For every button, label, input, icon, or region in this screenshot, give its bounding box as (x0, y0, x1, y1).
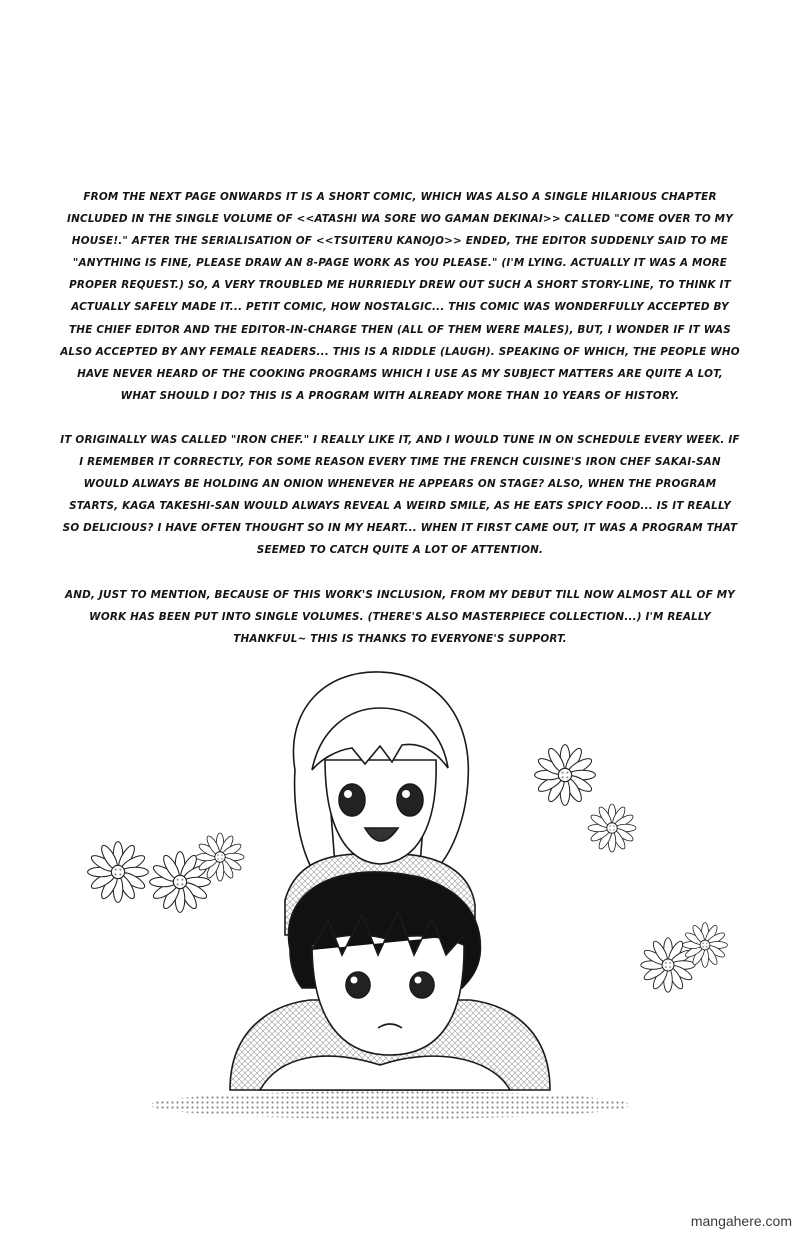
author-note (60, 186, 740, 672)
daisy-icon (150, 852, 211, 913)
daisy-icon (535, 745, 596, 806)
note-paragraph-3: AND, JUST TO MENTION, BECAUSE OF THIS WORK'S INCLUSION, FROM MY DEBUT TILL NOW ALMOST ALL OF MY WORK HAS BEEN PUT INTO SINGLE VOLUMES. (THERE'S ALSO MASTERPIECE COLLECTION...) I'M REALLY THANKFUL~ THIS IS THANKS TO EVERYONE'S SUPPORT. (65, 588, 735, 645)
illustration-girl-and-boy (80, 650, 740, 1130)
boy-figure (230, 872, 550, 1090)
note-paragraph-1: FROM THE NEXT PAGE ONWARDS IT IS A SHORT COMIC, WHICH WAS ALSO A SINGLE HILARIOUS CHAPTER INCLUDED IN THE SINGLE VOLUME OF <<ATASHI WA SORE WO GAMAN DEKINAI>> CALLED "COME OVER TO MY HOUSE!." AFTER THE SERIALISATION OF <<TSUITERU KANOJO>> ENDED, THE EDITOR SUDDENLY SAID TO ME "ANYTHING IS FINE, PLEASE DRAW AN 8-PAGE WORK AS YOU PLEASE." (I'M LYING. ACTUALLY IT WAS A MORE PROPER REQUEST.) SO, A VERY TROUBLED ME HURRIEDLY DREW OUT SUCH A SHORT STORY-LINE, TO THINK IT ACTUALLY SAFELY MADE IT... PETIT COMIC, HOW NOSTALGIC... THIS COMIC WAS WONDERFULLY ACCEPTED BY THE CHIEF EDITOR AND THE EDITOR-IN-CHARGE THEN (ALL OF THEM WERE MALES), BUT, I WONDER IF IT WAS ALSO ACCEPTED BY ANY FEMALE READERS... THIS IS A RIDDLE (LAUGH). SPEAKING OF WHICH, THE PEOPLE WHO HAVE NEVER HEARD OF THE COOKING PROGRAMS WHICH I USE AS MY SUBJECT MATTERS ARE QUITE A LOT, WHAT SHOULD I DO? THIS IS A PROGRAM WITH ALREADY MORE THAN 10 YEARS OF HISTORY. (60, 191, 740, 402)
note-paragraph-2: IT ORIGINALLY WAS CALLED "IRON CHEF." I REALLY LIKE IT, AND I WOULD TUNE IN ON SCHEDULE EVERY WEEK. IF I REMEMBER IT CORRECTLY, FOR SOME REASON EVERY TIME THE FRENCH CUISINE'S IRON CHEF SAKAI-SAN WOULD ALWAYS BE HOLDING AN ONION WHENEVER HE APPEARS ON STAGE? ALSO, WHEN THE PROGRAM STARTS, KAGA TAKESHI-SAN WOULD ALWAYS REVEAL A WEIRD SMILE, AS HE EATS SPICY FOOD... IS IT REALLY SO DELICIOUS? I HAVE OFTEN THOUGHT SO IN MY HEART... WHEN IT FIRST CAME OUT, IT WAS A PROGRAM THAT SEEMED TO CATCH QUITE A LOT OF ATTENTION. (60, 433, 740, 557)
site-watermark: mangahere.com (690, 1213, 792, 1229)
daisy-icon (588, 804, 636, 852)
daisy-icon (683, 923, 728, 968)
daisy-icon (88, 842, 149, 903)
